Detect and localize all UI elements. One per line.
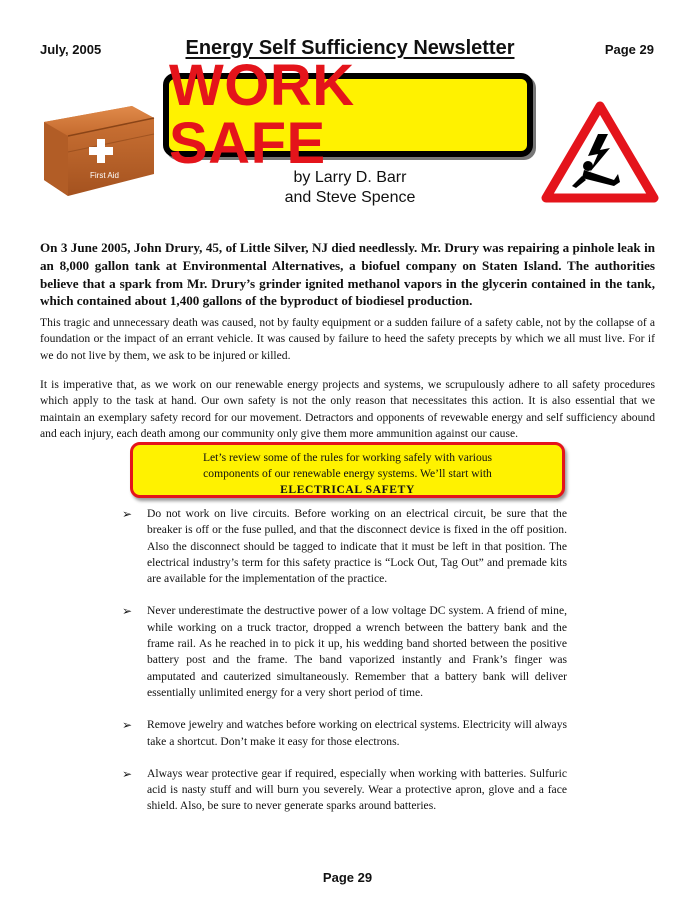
body-paragraph: It is imperative that, as we work on our renewable energy projects and systems, we scrupulously adhere to all safety procedures which apply to the task at hand. Our own safety is not the only reason that necessitates this action. It is also essential that we maintain an exemplary safety record for our movement. Detractors and opponents of revewable energy and self sufficiency abound and each injury, each death among our community only give them more ammunition against our cause. <box>40 378 655 440</box>
list-item <box>122 717 567 750</box>
lead-paragraph: On 3 June 2005, John Drury, 45, of Little Silver, NJ died needlessly. Mr. Drury was repairing a pinhole leak in an 8,000 gallon tank at Environmental Alternatives, a biofuel company on Staten Island. The authorities believe that a spark from Mr. Drury’s grinder ignited methanol vapors in the glycerin contained in the tank, which contained about 1,400 gallons of the byproduct of biodiesel production. <box>40 240 655 309</box>
arrow-bullet-icon: ➢ <box>122 507 133 521</box>
byline <box>200 168 500 208</box>
electric-shock-warning-icon <box>540 100 660 205</box>
rule-text: Do not work on live circuits. Before working on an electrical circuit, be sure that the breaker is off or the fuse pulled, and that the disconnect device is fixed in the off position. Also the disconnect should be tagged to indicate that it must be left in that position. The electrical industry’s term for this safety practice is “Lock Out, Tag Out” and premade kits are available for the implementation of the practice. <box>147 507 567 586</box>
callout-line: Let’s review some of the rules for working safely with various <box>202 451 493 464</box>
byline-author-2: and Steve Spence <box>284 189 416 206</box>
newsletter-title: Energy Self Sufficiency Newsletter <box>185 37 515 59</box>
arrow-bullet-icon: ➢ <box>122 718 133 733</box>
callout-heading: ELECTRICAL SAFETY <box>280 483 415 496</box>
first-aid-kit-icon <box>38 100 158 205</box>
arrow-bullet-icon: ➢ <box>122 766 133 781</box>
header-page-number: Page 29 <box>604 42 654 57</box>
first-aid-label: First Aid <box>90 171 119 180</box>
callout-line: components of our renewable energy systems. We’ll start with <box>203 467 492 480</box>
byline-author-1: by Larry D. Barr <box>293 169 407 186</box>
arrow-bullet-icon: ➢ <box>122 604 133 619</box>
list-item <box>122 603 567 701</box>
banner-title: WORK SAFE <box>169 53 355 176</box>
work-safe-banner <box>163 53 533 176</box>
callout-box <box>130 442 565 498</box>
safety-rules-list <box>122 506 567 815</box>
footer-page-number: Page 29 <box>322 870 373 885</box>
list-item <box>122 506 567 587</box>
issue-date: July, 2005 <box>40 42 102 57</box>
rule-text: Remove jewelry and watches before working on electrical systems. Electricity will always take a shortcut. Don’t make it easy for those electrons. <box>147 718 567 748</box>
rule-text: Always wear protective gear if required, especially when working with batteries. Sulfuric acid is nasty stuff and will burn you severely. Wear a protective apron, glove and a face shield. Also, be sure to never generate sparks around batteries. <box>147 766 567 813</box>
body-paragraph: This tragic and unnecessary death was caused, not by faulty equipment or a sudden failure of a safety cable, not by the collapse of a foundation or the impact of an errant vehicle. It was caused by failure to heed the safety precepts by which we all must live. For if we do not live by them, we ask to be injured or killed. <box>40 316 655 362</box>
rule-text: Never underestimate the destructive power of a low voltage DC system. A friend of mine, while working on a truck tractor, dropped a wrench between the battery bank and the frame rail. As he reached in to pick it up, his wedding band shorted between the positive battery post and the frame. The band vaporized instantly and Frank’s finger was amputated and cauterized simultaneously. Remember that a battery bank will deliver essentially unlimited energy for a very short period of time. <box>147 604 567 699</box>
list-item <box>122 766 567 815</box>
